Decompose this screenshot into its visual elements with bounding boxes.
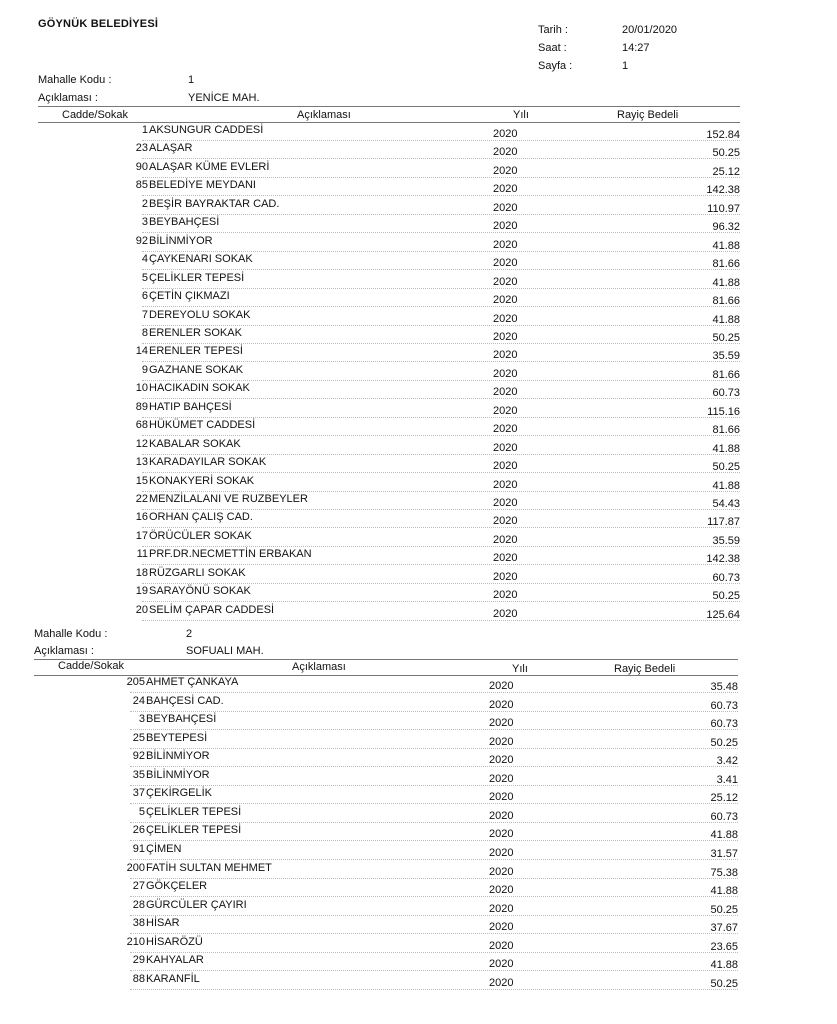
col-head-value: Rayiç Bedeli	[617, 109, 679, 121]
row-separator	[130, 896, 738, 897]
organization-title: GÖYNÜK BELEDİYESİ	[38, 18, 159, 30]
col-head-desc: Açıklaması	[292, 661, 346, 673]
table-row	[0, 695, 837, 713]
street-code: 20	[135, 603, 148, 616]
value-cell: 60.73	[710, 718, 738, 731]
value-cell: 35.48	[710, 681, 738, 693]
year-cell: 2020	[489, 846, 514, 859]
col-head-code: Cadde/Sokak	[58, 660, 125, 672]
value-cell: 41.88	[712, 239, 740, 252]
row-separator	[142, 140, 740, 141]
table-row	[0, 475, 837, 493]
table-row	[0, 216, 837, 234]
table-row	[0, 198, 837, 216]
year-cell: 2020	[493, 164, 518, 177]
year-cell: 2020	[489, 902, 514, 915]
street-code: 26	[132, 824, 145, 837]
value-cell: 25.12	[710, 792, 738, 805]
year-cell: 2020	[493, 570, 518, 583]
row-separator	[130, 859, 738, 860]
value-cell: 50.25	[710, 977, 738, 990]
street-name: MENZİLALANI VE RUZBEYLER	[149, 493, 308, 505]
street-code: 5	[141, 271, 148, 284]
year-cell: 2020	[493, 201, 518, 214]
table-row	[0, 235, 837, 253]
year-cell: 2020	[489, 828, 514, 841]
row-separator	[142, 325, 740, 326]
value-cell: 81.66	[712, 424, 740, 437]
mahalle-desc-value: SOFUALI MAH.	[186, 645, 264, 657]
year-cell: 2020	[493, 367, 518, 380]
value-cell: 41.88	[710, 829, 738, 842]
street-name: ALAŞAR KÜME EVLERİ	[149, 160, 270, 173]
year-cell: 2020	[493, 552, 518, 565]
street-code: 13	[135, 456, 148, 469]
row-separator	[130, 803, 738, 804]
street-name: ÇELİKLER TEPESİ	[149, 271, 245, 284]
value-cell: 60.73	[710, 810, 738, 823]
street-code: 3	[138, 713, 145, 726]
year-cell: 2020	[489, 865, 514, 878]
table-row	[0, 954, 837, 972]
row-separator	[142, 435, 740, 436]
year-cell: 2020	[493, 146, 518, 159]
street-code: 68	[135, 419, 148, 432]
page-label: Sayfa :	[538, 60, 573, 72]
street-code: 210	[126, 935, 145, 948]
street-code: 35	[132, 768, 145, 781]
value-cell: 41.88	[710, 959, 738, 972]
table-row	[0, 142, 837, 160]
table-row	[0, 750, 837, 768]
street-code: 8	[141, 326, 148, 339]
street-name: BEŞİR BAYRAKTAR CAD.	[149, 197, 280, 210]
mahalle-code-label: Mahalle Kodu :	[38, 74, 112, 86]
date-label: Tarih :	[538, 24, 568, 36]
table-row	[0, 604, 837, 622]
row-separator	[142, 398, 740, 399]
value-cell: 41.88	[712, 442, 740, 455]
row-separator	[130, 822, 738, 823]
street-code: 4	[141, 253, 148, 266]
street-code: 11	[136, 548, 148, 561]
col-head-value: Rayiç Bedeli	[614, 663, 676, 675]
street-code: 29	[132, 954, 145, 967]
table-row	[0, 769, 837, 787]
value-cell: 50.25	[712, 147, 740, 160]
value-cell: 81.66	[712, 295, 740, 308]
table-row	[0, 456, 837, 474]
year-cell: 2020	[493, 515, 518, 528]
street-name: HİSARÖZÜ	[146, 935, 203, 948]
table-row	[0, 732, 837, 750]
street-name: DEREYOLU SOKAK	[149, 308, 251, 321]
street-code: 92	[132, 750, 145, 763]
table-row	[0, 917, 837, 935]
year-cell: 2020	[493, 497, 518, 509]
value-cell: 60.73	[712, 387, 740, 400]
year-cell: 2020	[493, 423, 518, 436]
value-cell: 23.65	[710, 940, 738, 953]
table-row	[0, 419, 837, 437]
street-name: GÜRCÜLER ÇAYIRI	[146, 898, 247, 911]
row-separator	[142, 361, 740, 362]
table-row	[0, 843, 837, 861]
street-name: BEYTEPESİ	[146, 731, 208, 744]
row-separator	[142, 306, 740, 307]
value-cell: 142.38	[706, 553, 740, 566]
value-cell: 60.73	[710, 699, 738, 712]
mahalle-code-label: Mahalle Kodu :	[34, 628, 108, 640]
table-row	[0, 124, 837, 142]
row-separator	[130, 878, 738, 879]
col-head-desc: Açıklaması	[297, 109, 351, 121]
year-cell: 2020	[493, 238, 518, 251]
street-code: 24	[132, 694, 145, 707]
value-cell: 110.97	[707, 202, 740, 215]
table-row	[0, 676, 837, 694]
street-name: KARADAYILAR SOKAK	[149, 456, 267, 469]
value-cell: 50.25	[712, 590, 740, 603]
row-separator	[142, 583, 740, 584]
street-code: 2	[141, 197, 148, 210]
street-name: BİLİNMİYOR	[149, 234, 213, 247]
year-cell: 2020	[493, 312, 518, 325]
table-row	[0, 179, 837, 197]
table-row	[0, 824, 837, 842]
value-cell: 50.25	[710, 736, 738, 749]
row-separator	[130, 840, 738, 841]
mahalle-code-value: 1	[188, 74, 195, 86]
street-name: ÇEKİRGELİK	[146, 787, 213, 800]
row-separator	[142, 527, 740, 528]
table-row	[0, 862, 837, 880]
value-cell: 3.41	[716, 773, 738, 786]
value-cell: 3.42	[716, 755, 738, 768]
street-code: 92	[135, 234, 148, 247]
table-row	[0, 161, 837, 179]
mahalle-desc-label: Açıklaması :	[38, 92, 98, 104]
header-rule-bottom	[38, 122, 740, 123]
row-separator	[142, 343, 740, 344]
year-cell: 2020	[493, 128, 518, 140]
street-code: 6	[141, 290, 148, 303]
table-row	[0, 382, 837, 400]
year-cell: 2020	[489, 791, 514, 804]
table-row	[0, 787, 837, 805]
year-cell: 2020	[493, 183, 518, 196]
value-cell: 50.25	[710, 903, 738, 916]
street-name: KONAKYERİ SOKAK	[149, 474, 255, 487]
table-row	[0, 806, 837, 824]
mahalle-desc-value: YENİCE MAH.	[188, 92, 260, 104]
year-cell: 2020	[493, 349, 518, 362]
row-separator	[142, 251, 740, 252]
row-separator	[130, 692, 738, 693]
street-code: 38	[132, 917, 145, 930]
col-head-year: Yılı	[512, 663, 528, 675]
street-name: ORHAN ÇALIŞ CAD.	[149, 511, 253, 524]
row-separator	[142, 269, 740, 270]
street-code: 14	[135, 345, 148, 358]
row-separator	[142, 620, 740, 621]
street-name: HİSAR	[146, 917, 180, 930]
year-cell: 2020	[489, 717, 514, 730]
year-cell: 2020	[489, 772, 514, 785]
street-name: GAZHANE SOKAK	[149, 363, 244, 376]
street-code: 18	[135, 566, 148, 579]
table-row	[0, 272, 837, 290]
street-name: BEYBAHÇESİ	[146, 713, 217, 726]
header-rule	[34, 659, 738, 660]
street-name: BEYBAHÇESİ	[149, 216, 220, 229]
year-cell: 2020	[489, 698, 514, 711]
table-row	[0, 345, 837, 363]
row-separator	[142, 491, 740, 492]
year-cell: 2020	[489, 921, 514, 934]
row-separator	[130, 766, 738, 767]
year-cell: 2020	[493, 533, 518, 546]
mahalle-code-value: 2	[186, 628, 193, 640]
col-head-year: Yılı	[513, 109, 529, 121]
value-cell: 142.38	[706, 184, 740, 197]
table-row	[0, 493, 837, 511]
row-separator	[142, 454, 740, 455]
row-separator	[130, 970, 738, 971]
table-row	[0, 713, 837, 731]
row-separator	[130, 952, 738, 953]
table-row	[0, 438, 837, 456]
row-separator	[142, 472, 740, 473]
year-cell: 2020	[489, 884, 514, 897]
row-separator	[142, 232, 740, 233]
row-separator	[142, 509, 740, 510]
street-code: 37	[132, 787, 145, 800]
row-separator	[130, 915, 738, 916]
street-name: PRF.DR.NECMETTİN ERBAKAN	[149, 548, 312, 561]
street-name: BAHÇESİ CAD.	[146, 694, 224, 707]
year-cell: 2020	[489, 939, 514, 952]
street-name: BİLİNMİYOR	[146, 768, 210, 781]
table-row	[0, 530, 837, 548]
year-cell: 2020	[493, 460, 518, 473]
table-row	[0, 899, 837, 917]
street-code: 5	[138, 805, 145, 818]
year-cell: 2020	[489, 754, 514, 767]
street-name: HÜKÜMET CADDESİ	[149, 419, 256, 432]
street-name: AKSUNGUR CADDESİ	[149, 124, 264, 136]
street-name: ÖRÜCÜLER SOKAK	[149, 529, 252, 542]
value-cell: 50.25	[712, 331, 740, 344]
row-separator	[142, 195, 740, 196]
street-name: ÇELİKLER TEPESİ	[146, 824, 242, 837]
street-name: ÇAYKENARI SOKAK	[149, 253, 253, 266]
value-cell: 41.88	[712, 276, 740, 289]
table-row	[0, 364, 837, 382]
street-name: KABALAR SOKAK	[149, 437, 241, 450]
table-row	[0, 548, 837, 566]
table-row	[0, 936, 837, 954]
street-code: 23	[135, 142, 148, 155]
street-name: SELİM ÇAPAR CADDESİ	[149, 603, 275, 616]
year-cell: 2020	[489, 735, 514, 748]
value-cell: 81.66	[712, 368, 740, 381]
year-cell: 2020	[493, 404, 518, 417]
value-cell: 60.73	[712, 571, 740, 584]
value-cell: 25.12	[712, 165, 740, 178]
value-cell: 96.32	[712, 221, 740, 234]
street-name: ALAŞAR	[149, 142, 193, 155]
page-value: 1	[622, 60, 629, 72]
street-code: 9	[141, 363, 148, 376]
year-cell: 2020	[489, 680, 514, 692]
value-cell: 41.88	[712, 479, 740, 492]
row-separator	[142, 288, 740, 289]
row-separator	[142, 601, 740, 602]
row-separator	[142, 564, 740, 565]
row-separator	[142, 380, 740, 381]
street-code: 25	[132, 731, 145, 744]
year-cell: 2020	[493, 220, 518, 233]
street-code: 16	[135, 511, 148, 524]
street-name: SARAYÖNÜ SOKAK	[149, 585, 251, 598]
date-value: 20/01/2020	[622, 24, 678, 36]
table-row	[0, 401, 837, 419]
street-code: 19	[135, 585, 148, 598]
time-label: Saat :	[538, 42, 567, 54]
table-row	[0, 585, 837, 603]
table-row	[0, 327, 837, 345]
mahalle-desc-label: Açıklaması :	[34, 645, 94, 657]
row-separator	[130, 748, 738, 749]
street-name: ÇİMEN	[146, 842, 182, 855]
street-name: BİLİNMİYOR	[146, 750, 210, 763]
street-name: HACIKADIN SOKAK	[149, 382, 250, 395]
street-code: 15	[135, 474, 148, 487]
row-separator	[142, 158, 740, 159]
row-separator	[142, 417, 740, 418]
row-separator	[142, 214, 740, 215]
street-code: 205	[126, 676, 145, 688]
street-code: 3	[141, 216, 148, 229]
street-name: RÜZGARLI SOKAK	[149, 566, 246, 579]
year-cell: 2020	[493, 589, 518, 602]
table-row	[0, 253, 837, 271]
street-name: FATİH SULTAN MEHMET	[146, 861, 272, 874]
row-separator	[130, 989, 738, 990]
table-row	[0, 973, 837, 991]
year-cell: 2020	[489, 809, 514, 822]
year-cell: 2020	[493, 275, 518, 288]
street-code: 10	[135, 382, 148, 395]
street-name: ÇELİKLER TEPESİ	[146, 805, 242, 818]
row-separator	[130, 785, 738, 786]
year-cell: 2020	[493, 478, 518, 491]
value-cell: 117.87	[707, 516, 740, 529]
street-name: GÖKÇELER	[146, 880, 208, 893]
table-row	[0, 309, 837, 327]
value-cell: 125.64	[706, 608, 740, 621]
header-rule	[38, 106, 740, 107]
value-cell: 115.16	[707, 405, 740, 418]
street-name: HATIP BAHÇESİ	[149, 400, 232, 413]
street-name: ERENLER TEPESİ	[149, 345, 243, 358]
street-code: 88	[132, 972, 145, 985]
value-cell: 31.57	[710, 847, 738, 860]
street-code: 28	[132, 898, 145, 911]
value-cell: 50.25	[712, 461, 740, 474]
col-head-code: Cadde/Sokak	[62, 109, 129, 121]
year-cell: 2020	[493, 257, 518, 270]
value-cell: 37.67	[710, 922, 738, 935]
value-cell: 35.59	[712, 534, 740, 547]
value-cell: 41.88	[710, 885, 738, 898]
street-code: 200	[126, 861, 145, 874]
year-cell: 2020	[493, 386, 518, 399]
street-name: AHMET ÇANKAYA	[146, 676, 239, 688]
street-code: 27	[132, 880, 145, 893]
table-row	[0, 290, 837, 308]
year-cell: 2020	[489, 958, 514, 971]
table-row	[0, 511, 837, 529]
street-code: 85	[135, 179, 148, 192]
row-separator	[130, 729, 738, 730]
year-cell: 2020	[489, 976, 514, 989]
year-cell: 2020	[493, 441, 518, 454]
value-cell: 35.59	[712, 350, 740, 363]
row-separator	[142, 177, 740, 178]
time-value: 14:27	[622, 42, 650, 54]
street-code: 90	[135, 160, 148, 173]
value-cell: 81.66	[712, 258, 740, 271]
year-cell: 2020	[493, 294, 518, 307]
value-cell: 41.88	[712, 313, 740, 326]
street-name: ÇETİN ÇIKMAZI	[149, 290, 230, 303]
street-code: 12	[135, 437, 148, 450]
value-cell: 75.38	[710, 866, 738, 879]
table-row	[0, 880, 837, 898]
value-cell: 54.43	[712, 498, 740, 510]
street-code: 1	[141, 124, 148, 136]
row-separator	[130, 933, 738, 934]
table-row	[0, 567, 837, 585]
value-cell: 152.84	[706, 129, 740, 141]
street-code: 91	[132, 842, 145, 855]
street-code: 7	[141, 308, 148, 321]
street-name: KARANFİL	[146, 972, 200, 985]
row-separator	[142, 546, 740, 547]
street-code: 17	[135, 529, 148, 542]
row-separator	[130, 711, 738, 712]
street-code: 22	[135, 493, 148, 505]
street-name: ERENLER SOKAK	[149, 326, 242, 339]
street-code: 89	[135, 400, 148, 413]
year-cell: 2020	[493, 607, 518, 620]
year-cell: 2020	[493, 330, 518, 343]
street-name: BELEDİYE MEYDANI	[149, 179, 256, 192]
street-name: KAHYALAR	[146, 954, 204, 967]
